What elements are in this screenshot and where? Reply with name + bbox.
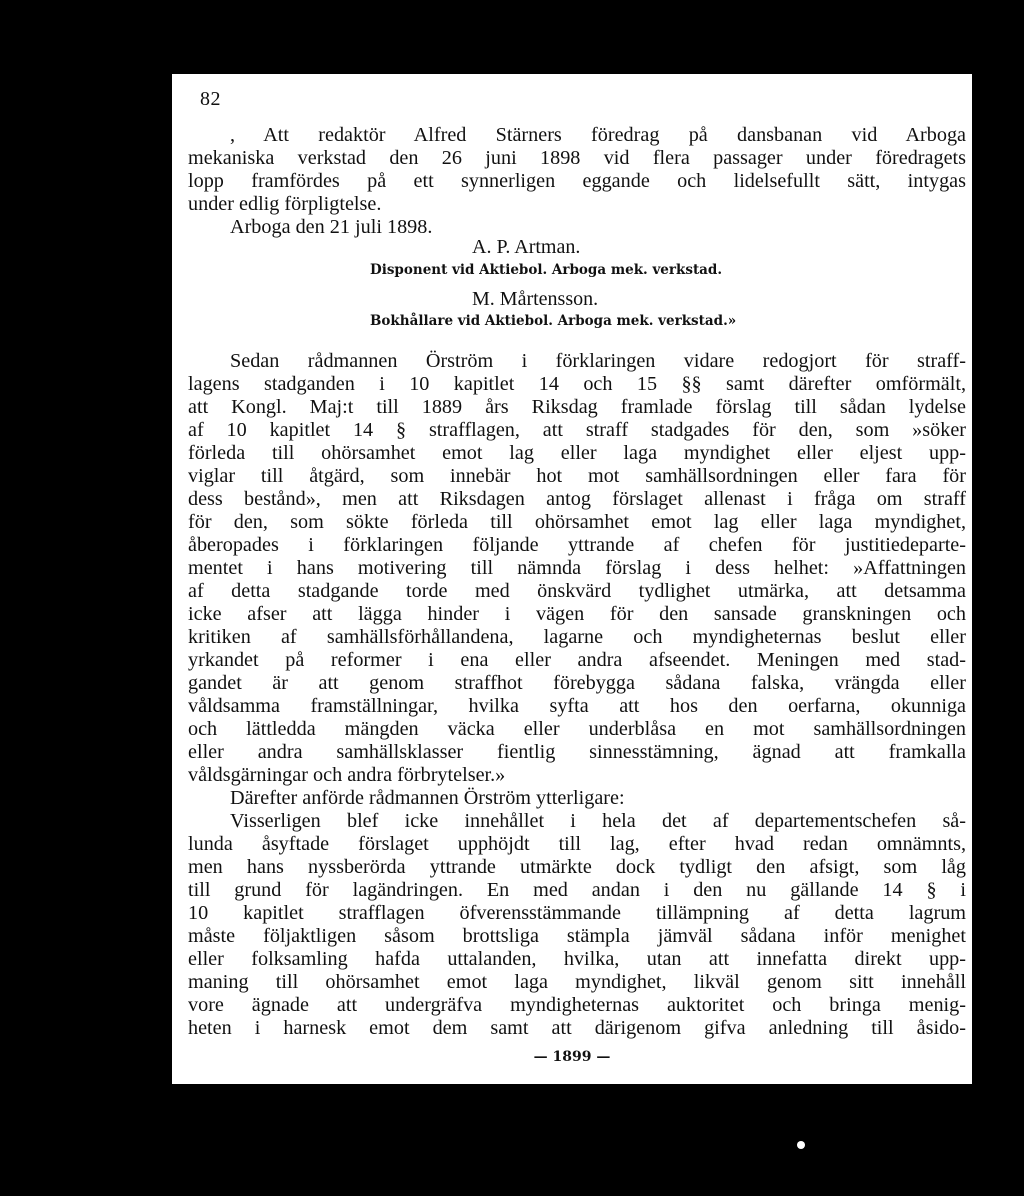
text-line: Sedan rådmannen Örström i förklaringen vidare redogjort för straff- (230, 350, 966, 372)
report-paragraph (188, 350, 966, 1040)
text-line: våldsamma framställningar, hvilka syfta att hos den oerfarna, okunniga (188, 695, 966, 717)
scan-dot (797, 1141, 805, 1149)
text-line: lagens stadganden i 10 kapitlet 14 och 15 §§ samt därefter omförmält, (188, 373, 966, 395)
page-footer: — 1899 — (533, 1049, 611, 1065)
text-line: för den, som sökte förleda till ohörsamhet emot lag eller laga myndighet, (188, 511, 966, 533)
text-line: , Att redaktör Alfred Stärners föredrag på dansbanan vid Arboga (230, 124, 966, 146)
date-line: Arboga den 21 juli 1898. (230, 216, 433, 238)
text-line: viglar till åtgärd, som innebär hot mot samhällsordningen eller fara för (188, 465, 966, 487)
text-line: lunda åsyftade förslaget upphöjdt till lag, efter hvad redan omnämnts, (188, 833, 966, 855)
text-line: åberopades i förklaringen följande yttrande af chefen för justitiedeparte- (188, 534, 966, 556)
text-line: förleda till ohörsamhet emot lag eller laga myndighet eller eljest upp- (188, 442, 966, 464)
signature-title: Disponent vid Aktiebol. Arboga mek. verkstad. (370, 262, 723, 278)
text-line: af detta stadgande torde med önskvärd tydlighet utmärka, att detsamma (188, 580, 966, 602)
text-line: att Kongl. Maj:t till 1889 års Riksdag framlade förslag till sådan lydelse (188, 396, 966, 418)
document-page (172, 74, 972, 1084)
text-line: eller andra samhällsklasser fientlig sinnesstämning, ägnad att framkalla (188, 741, 966, 763)
affidavit-paragraph (188, 124, 966, 239)
text-line: lopp framfördes på ett synnerligen eggande och lidelsefullt sätt, intygas (188, 170, 966, 192)
text-line: maning till ohörsamhet emot laga myndighet, likväl genom sitt innehåll (188, 971, 966, 993)
text-line: men hans nyssberörda yttrande utmärkte dock tydligt den afsigt, som låg (188, 856, 966, 878)
text-line: våldsgärningar och andra förbrytelser.» (188, 764, 506, 786)
text-line: gandet är att genom straffhot förebygga sådana falska, vrängda eller (188, 672, 966, 694)
text-line: mentet i hans motivering till nämnda förslag i dess helhet: »Affattningen (188, 557, 966, 579)
signature-name: M. Mårtensson. (472, 288, 599, 310)
text-line: 10 kapitlet strafflagen öfverensstämmande tillämpning af detta lagrum (188, 902, 966, 924)
text-line: heten i harnesk emot dem samt att därigenom gifva anledning till åsido- (188, 1017, 966, 1039)
text-line: Därefter anförde rådmannen Örström ytterligare: (230, 787, 625, 809)
text-line: Visserligen blef icke innehållet i hela det af departementschefen så- (230, 810, 966, 832)
text-line: yrkandet på reformer i ena eller andra afseendet. Meningen med stad- (188, 649, 966, 671)
text-line: måste följaktligen såsom brottsliga stämpla jämväl sådana inför menighet (188, 925, 966, 947)
text-line: under edlig förpligtelse. (188, 193, 382, 215)
text-line: vore ägnade att undergräfva myndigheternas auktoritet och bringa menig- (188, 994, 966, 1016)
text-line: mekaniska verkstad den 26 juni 1898 vid flera passager under föredragets (188, 147, 966, 169)
text-line: af 10 kapitlet 14 § strafflagen, att straff stadgades för den, som »söker (188, 419, 966, 441)
text-line: och lättledda mängden väcka eller underblåsa en mot samhällsordningen (188, 718, 966, 740)
text-line: icke afser att lägga hinder i vägen för den sansade granskningen och (188, 603, 966, 625)
text-line: eller folksamling hafda uttalanden, hvilka, utan att innefatta direkt upp- (188, 948, 966, 970)
page-number: 82 (200, 88, 221, 110)
signature-name: A. P. Artman. (472, 236, 581, 258)
text-line: kritiken af samhällsförhållandena, lagarne och myndigheternas beslut eller (188, 626, 966, 648)
text-line: dess bestånd», men att Riksdagen antog förslaget allenast i fråga om straff (188, 488, 966, 510)
text-line: till grund för lagändringen. En med andan i den nu gällande 14 § i (188, 879, 966, 901)
signature-title: Bokhållare vid Aktiebol. Arboga mek. verkstad.» (370, 313, 737, 329)
